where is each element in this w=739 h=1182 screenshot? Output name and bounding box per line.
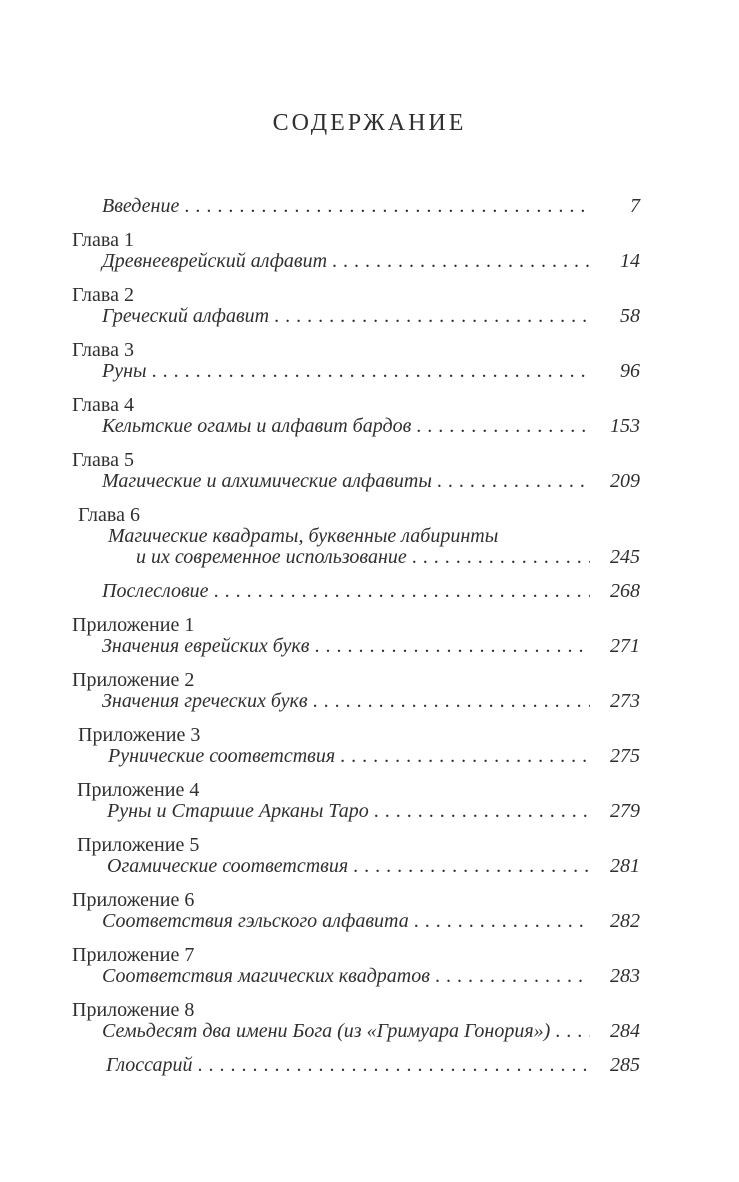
entry-title: Значения греческих букв: [102, 690, 308, 712]
entry-title: Соответствия магических квадратов: [102, 965, 430, 987]
entry-title: Введение: [102, 195, 180, 217]
entry-title: Руны и Старшие Арканы Таро: [107, 800, 369, 822]
dot-leader: [147, 361, 590, 382]
page-number: 96: [620, 360, 640, 382]
page-number: 58: [620, 305, 640, 327]
page-number: 284: [610, 1020, 640, 1042]
dot-leader: [327, 251, 590, 272]
page-number: 275: [610, 745, 640, 767]
entry-heading: Приложение 3: [78, 724, 201, 746]
entry-heading: Глава 5: [72, 449, 134, 471]
entry-title: Руны: [102, 360, 147, 382]
dot-leader: [348, 856, 590, 877]
toc-entry-appendix-4: [72, 780, 640, 822]
toc-entry-chapter-5: [72, 450, 640, 492]
toc-entry-appendix-3: [72, 725, 640, 767]
toc-entry-chapter-2: [72, 285, 640, 327]
entry-title: Семьдесят два имени Бога (из «Гримуара Гонория»): [102, 1020, 551, 1042]
page-number: 279: [610, 800, 640, 822]
toc-entry-afterword: [72, 581, 640, 602]
toc-entry-appendix-6: [72, 890, 640, 932]
table-of-contents: [72, 196, 640, 1076]
entry-title: Соответствия гэльского алфавита: [102, 910, 409, 932]
dot-leader: [430, 966, 590, 987]
dot-leader: [309, 636, 590, 657]
toc-entry-appendix-8: [72, 1000, 640, 1042]
entry-heading: Глава 6: [78, 504, 140, 526]
entry-heading: Глава 4: [72, 394, 134, 416]
dot-leader: [411, 416, 590, 437]
entry-title: Значения еврейских букв: [102, 635, 310, 657]
dot-leader: [269, 306, 590, 327]
page-number: 7: [630, 195, 640, 217]
entry-title: Глоссарий: [106, 1054, 193, 1076]
toc-entry-appendix-5: [72, 835, 640, 877]
toc-entry-appendix-7: [72, 945, 640, 987]
entry-heading: Приложение 4: [77, 779, 200, 801]
dot-leader: [308, 691, 590, 712]
entry-title: Кельтские огамы и алфавит бардов: [102, 415, 412, 437]
toc-entry-chapter-1: [72, 230, 640, 272]
entry-heading: Глава 1: [72, 229, 134, 251]
toc-entry-appendix-2: [72, 670, 640, 712]
entry-title: Греческий алфавит: [102, 305, 270, 327]
entry-title: Рунические соответствия: [108, 745, 336, 767]
toc-entry-chapter-3: [72, 340, 640, 382]
page-number: 245: [610, 546, 640, 568]
page-number: 283: [610, 965, 640, 987]
dot-leader: [407, 547, 590, 568]
entry-title: Магические и алхимические алфавиты: [102, 470, 432, 492]
dot-leader: [209, 581, 590, 602]
page-number: 271: [610, 635, 640, 657]
dot-leader: [550, 1021, 590, 1042]
page-title: СОДЕРЖАНИЕ: [272, 110, 467, 136]
entry-heading: Глава 2: [72, 284, 134, 306]
page-number: 281: [610, 855, 640, 877]
entry-heading: Приложение 5: [77, 834, 200, 856]
entry-heading: Приложение 1: [72, 614, 195, 636]
page-number: 268: [610, 580, 640, 602]
entry-title: Огамические соответствия: [107, 855, 349, 877]
toc-entry-intro: [72, 196, 640, 217]
entry-title-line-2: и их современное использование: [136, 546, 407, 568]
entry-heading: Глава 3: [72, 339, 134, 361]
page-number: 153: [610, 415, 640, 437]
entry-title-line-1: Магические квадраты, буквенные лабиринты: [108, 525, 499, 547]
toc-entry-appendix-1: [72, 615, 640, 657]
entry-heading: Приложение 2: [72, 669, 195, 691]
entry-title: Древнееврейский алфавит: [102, 250, 328, 272]
dot-leader: [179, 196, 590, 217]
dot-leader: [193, 1055, 590, 1076]
dot-leader: [432, 471, 590, 492]
entry-heading: Приложение 6: [72, 889, 195, 911]
page-number: 282: [610, 910, 640, 932]
entry-heading: Приложение 7: [72, 944, 195, 966]
page-number: 285: [610, 1054, 640, 1076]
toc-entry-chapter-4: [72, 395, 640, 437]
dot-leader: [369, 801, 590, 822]
page-number: 209: [610, 470, 640, 492]
dot-leader: [335, 746, 590, 767]
toc-entry-glossary: [72, 1055, 640, 1076]
dot-leader: [409, 911, 590, 932]
entry-title: Послесловие: [102, 580, 209, 602]
page-number: 273: [610, 690, 640, 712]
entry-heading: Приложение 8: [72, 999, 195, 1021]
toc-entry-chapter-6: [72, 505, 640, 568]
page-number: 14: [620, 250, 640, 272]
